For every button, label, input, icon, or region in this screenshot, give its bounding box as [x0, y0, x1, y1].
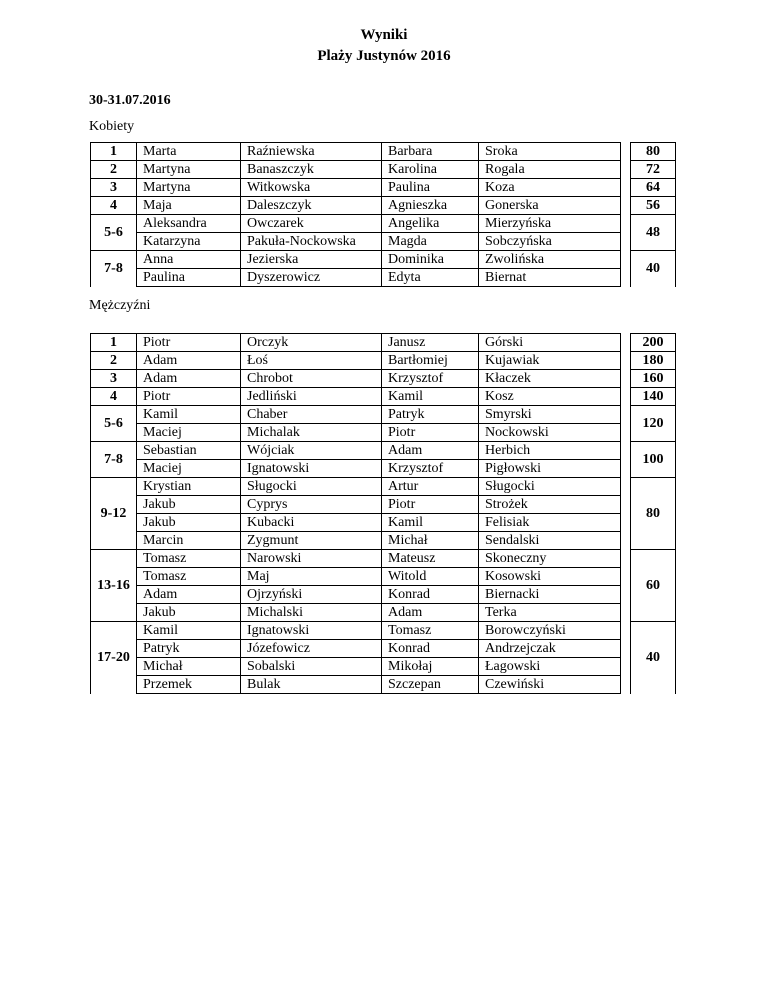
last-name-2-cell: Nockowski: [479, 424, 621, 442]
table-row: [91, 532, 676, 550]
first-name-1-cell: Przemek: [137, 676, 241, 694]
last-name-2-cell: Gonerska: [479, 197, 621, 215]
first-name-1-cell: Anna: [137, 251, 241, 269]
first-name-2-cell: Kamil: [382, 514, 479, 532]
points-cell: 100: [631, 442, 676, 478]
first-name-1-cell: Piotr: [137, 334, 241, 352]
column-gap: [621, 406, 631, 442]
place-cell: 1: [91, 143, 137, 161]
first-name-1-cell: Kamil: [137, 406, 241, 424]
table-row: [91, 143, 676, 161]
last-name-2-cell: Pigłowski: [479, 460, 621, 478]
last-name-2-cell: Sendalski: [479, 532, 621, 550]
points-cell: 140: [631, 388, 676, 406]
points-cell: 40: [631, 622, 676, 694]
first-name-2-cell: Adam: [382, 442, 479, 460]
last-name-1-cell: Banaszczyk: [241, 161, 382, 179]
last-name-2-cell: Czewiński: [479, 676, 621, 694]
last-name-2-cell: Kłaczek: [479, 370, 621, 388]
table-row: [91, 586, 676, 604]
first-name-1-cell: Piotr: [137, 388, 241, 406]
last-name-1-cell: Sobalski: [241, 658, 382, 676]
table-row: [91, 604, 676, 622]
page-title: Wyniki: [360, 27, 408, 43]
first-name-2-cell: Mateusz: [382, 550, 479, 568]
first-name-1-cell: Aleksandra: [137, 215, 241, 233]
last-name-1-cell: Witkowska: [241, 179, 382, 197]
table-row: [91, 269, 676, 287]
points-cell: 48: [631, 215, 676, 251]
first-name-2-cell: Konrad: [382, 586, 479, 604]
last-name-2-cell: Smyrski: [479, 406, 621, 424]
column-gap: [621, 334, 631, 352]
table-row: [91, 442, 676, 460]
first-name-2-cell: Tomasz: [382, 622, 479, 640]
last-name-2-cell: Herbich: [479, 442, 621, 460]
first-name-1-cell: Martyna: [137, 179, 241, 197]
place-cell: 7-8: [91, 251, 137, 287]
place-cell: 5-6: [91, 215, 137, 251]
table-row: [91, 334, 676, 352]
first-name-2-cell: Witold: [382, 568, 479, 586]
first-name-2-cell: Bartłomiej: [382, 352, 479, 370]
last-name-1-cell: Raźniewska: [241, 143, 382, 161]
last-name-1-cell: Łoś: [241, 352, 382, 370]
column-gap: [621, 215, 631, 251]
last-name-2-cell: Andrzejczak: [479, 640, 621, 658]
column-gap: [621, 251, 631, 287]
first-name-1-cell: Kamil: [137, 622, 241, 640]
first-name-2-cell: Krzysztof: [382, 370, 479, 388]
last-name-1-cell: Ojrzyński: [241, 586, 382, 604]
place-cell: 7-8: [91, 442, 137, 478]
first-name-1-cell: Martyna: [137, 161, 241, 179]
first-name-2-cell: Magda: [382, 233, 479, 251]
first-name-1-cell: Adam: [137, 586, 241, 604]
table-row: [91, 424, 676, 442]
first-name-2-cell: Mikołaj: [382, 658, 479, 676]
first-name-1-cell: Adam: [137, 352, 241, 370]
table-row: [91, 215, 676, 233]
last-name-1-cell: Chaber: [241, 406, 382, 424]
last-name-2-cell: Łagowski: [479, 658, 621, 676]
place-cell: 9-12: [91, 478, 137, 550]
first-name-2-cell: Konrad: [382, 640, 479, 658]
first-name-1-cell: Tomasz: [137, 568, 241, 586]
first-name-1-cell: Patryk: [137, 640, 241, 658]
table-row: [91, 251, 676, 269]
first-name-1-cell: Katarzyna: [137, 233, 241, 251]
table-row: [91, 478, 676, 496]
last-name-1-cell: Kubacki: [241, 514, 382, 532]
first-name-1-cell: Michał: [137, 658, 241, 676]
points-cell: 200: [631, 334, 676, 352]
place-cell: 13-16: [91, 550, 137, 622]
last-name-1-cell: Orczyk: [241, 334, 382, 352]
last-name-1-cell: Daleszczyk: [241, 197, 382, 215]
last-name-1-cell: Jedliński: [241, 388, 382, 406]
last-name-1-cell: Ignatowski: [241, 460, 382, 478]
results-table-mezczyzni: [90, 333, 676, 694]
table-row: [91, 388, 676, 406]
first-name-2-cell: Edyta: [382, 269, 479, 287]
last-name-2-cell: Mierzyńska: [479, 215, 621, 233]
first-name-2-cell: Janusz: [382, 334, 479, 352]
table-row: [91, 550, 676, 568]
last-name-1-cell: Jezierska: [241, 251, 382, 269]
last-name-2-cell: Terka: [479, 604, 621, 622]
last-name-1-cell: Pakuła-Nockowska: [241, 233, 382, 251]
first-name-2-cell: Michał: [382, 532, 479, 550]
first-name-1-cell: Maciej: [137, 424, 241, 442]
points-cell: 56: [631, 197, 676, 215]
first-name-2-cell: Szczepan: [382, 676, 479, 694]
last-name-1-cell: Sługocki: [241, 478, 382, 496]
last-name-2-cell: Borowczyński: [479, 622, 621, 640]
last-name-2-cell: Kosowski: [479, 568, 621, 586]
first-name-2-cell: Piotr: [382, 496, 479, 514]
first-name-2-cell: Krzysztof: [382, 460, 479, 478]
points-cell: 40: [631, 251, 676, 287]
column-gap: [621, 370, 631, 388]
first-name-1-cell: Maciej: [137, 460, 241, 478]
first-name-1-cell: Adam: [137, 370, 241, 388]
column-gap: [621, 550, 631, 622]
last-name-2-cell: Koza: [479, 179, 621, 197]
first-name-2-cell: Agnieszka: [382, 197, 479, 215]
first-name-1-cell: Marta: [137, 143, 241, 161]
table-row: [91, 658, 676, 676]
column-gap: [621, 179, 631, 197]
points-cell: 180: [631, 352, 676, 370]
table-row: [91, 514, 676, 532]
section-label-mezczyzni: Mężczyźni: [89, 298, 151, 313]
first-name-1-cell: Marcin: [137, 532, 241, 550]
column-gap: [621, 622, 631, 694]
event-date: 30-31.07.2016: [89, 93, 171, 108]
last-name-1-cell: Józefowicz: [241, 640, 382, 658]
place-cell: 3: [91, 179, 137, 197]
first-name-2-cell: Adam: [382, 604, 479, 622]
last-name-1-cell: Chrobot: [241, 370, 382, 388]
place-cell: 2: [91, 161, 137, 179]
last-name-2-cell: Sobczyńska: [479, 233, 621, 251]
first-name-2-cell: Patryk: [382, 406, 479, 424]
column-gap: [621, 143, 631, 161]
table-row: [91, 179, 676, 197]
points-cell: 120: [631, 406, 676, 442]
last-name-1-cell: Cyprys: [241, 496, 382, 514]
table-row: [91, 406, 676, 424]
first-name-1-cell: Maja: [137, 197, 241, 215]
first-name-1-cell: Tomasz: [137, 550, 241, 568]
first-name-2-cell: Barbara: [382, 143, 479, 161]
table-row: [91, 568, 676, 586]
place-cell: 2: [91, 352, 137, 370]
table-row: [91, 197, 676, 215]
last-name-1-cell: Michalak: [241, 424, 382, 442]
first-name-1-cell: Paulina: [137, 269, 241, 287]
page-subtitle: Plaży Justynów 2016: [317, 48, 451, 64]
last-name-1-cell: Maj: [241, 568, 382, 586]
first-name-2-cell: Paulina: [382, 179, 479, 197]
column-gap: [621, 388, 631, 406]
column-gap: [621, 478, 631, 550]
table-row: [91, 676, 676, 694]
last-name-1-cell: Ignatowski: [241, 622, 382, 640]
last-name-2-cell: Sługocki: [479, 478, 621, 496]
first-name-2-cell: Angelika: [382, 215, 479, 233]
table-row: [91, 622, 676, 640]
points-cell: 64: [631, 179, 676, 197]
first-name-2-cell: Kamil: [382, 388, 479, 406]
table-row: [91, 352, 676, 370]
first-name-1-cell: Sebastian: [137, 442, 241, 460]
first-name-1-cell: Jakub: [137, 496, 241, 514]
column-gap: [621, 442, 631, 478]
table-row: [91, 496, 676, 514]
last-name-1-cell: Zygmunt: [241, 532, 382, 550]
last-name-2-cell: Zwolińska: [479, 251, 621, 269]
place-cell: 4: [91, 388, 137, 406]
table-row: [91, 233, 676, 251]
section-label-kobiety: Kobiety: [89, 119, 135, 134]
first-name-1-cell: Jakub: [137, 604, 241, 622]
place-cell: 17-20: [91, 622, 137, 694]
last-name-1-cell: Wójciak: [241, 442, 382, 460]
place-cell: 1: [91, 334, 137, 352]
table-row: [91, 640, 676, 658]
place-cell: 3: [91, 370, 137, 388]
last-name-2-cell: Skoneczny: [479, 550, 621, 568]
column-gap: [621, 352, 631, 370]
points-cell: 160: [631, 370, 676, 388]
first-name-2-cell: Artur: [382, 478, 479, 496]
last-name-2-cell: Kosz: [479, 388, 621, 406]
first-name-2-cell: Piotr: [382, 424, 479, 442]
column-gap: [621, 161, 631, 179]
place-cell: 4: [91, 197, 137, 215]
last-name-2-cell: Biernacki: [479, 586, 621, 604]
last-name-2-cell: Strożek: [479, 496, 621, 514]
first-name-1-cell: Jakub: [137, 514, 241, 532]
points-cell: 80: [631, 478, 676, 550]
last-name-1-cell: Narowski: [241, 550, 382, 568]
place-cell: 5-6: [91, 406, 137, 442]
last-name-2-cell: Sroka: [479, 143, 621, 161]
points-cell: 60: [631, 550, 676, 622]
first-name-2-cell: Dominika: [382, 251, 479, 269]
table-row: [91, 161, 676, 179]
table-row: [91, 370, 676, 388]
last-name-1-cell: Michalski: [241, 604, 382, 622]
first-name-1-cell: Krystian: [137, 478, 241, 496]
last-name-2-cell: Kujawiak: [479, 352, 621, 370]
last-name-2-cell: Górski: [479, 334, 621, 352]
last-name-2-cell: Felisiak: [479, 514, 621, 532]
column-gap: [621, 197, 631, 215]
points-cell: 80: [631, 143, 676, 161]
last-name-2-cell: Rogala: [479, 161, 621, 179]
last-name-1-cell: Dyszerowicz: [241, 269, 382, 287]
first-name-2-cell: Karolina: [382, 161, 479, 179]
last-name-1-cell: Owczarek: [241, 215, 382, 233]
last-name-1-cell: Bulak: [241, 676, 382, 694]
table-row: [91, 460, 676, 478]
results-table-kobiety: [90, 142, 676, 287]
last-name-2-cell: Biernat: [479, 269, 621, 287]
points-cell: 72: [631, 161, 676, 179]
